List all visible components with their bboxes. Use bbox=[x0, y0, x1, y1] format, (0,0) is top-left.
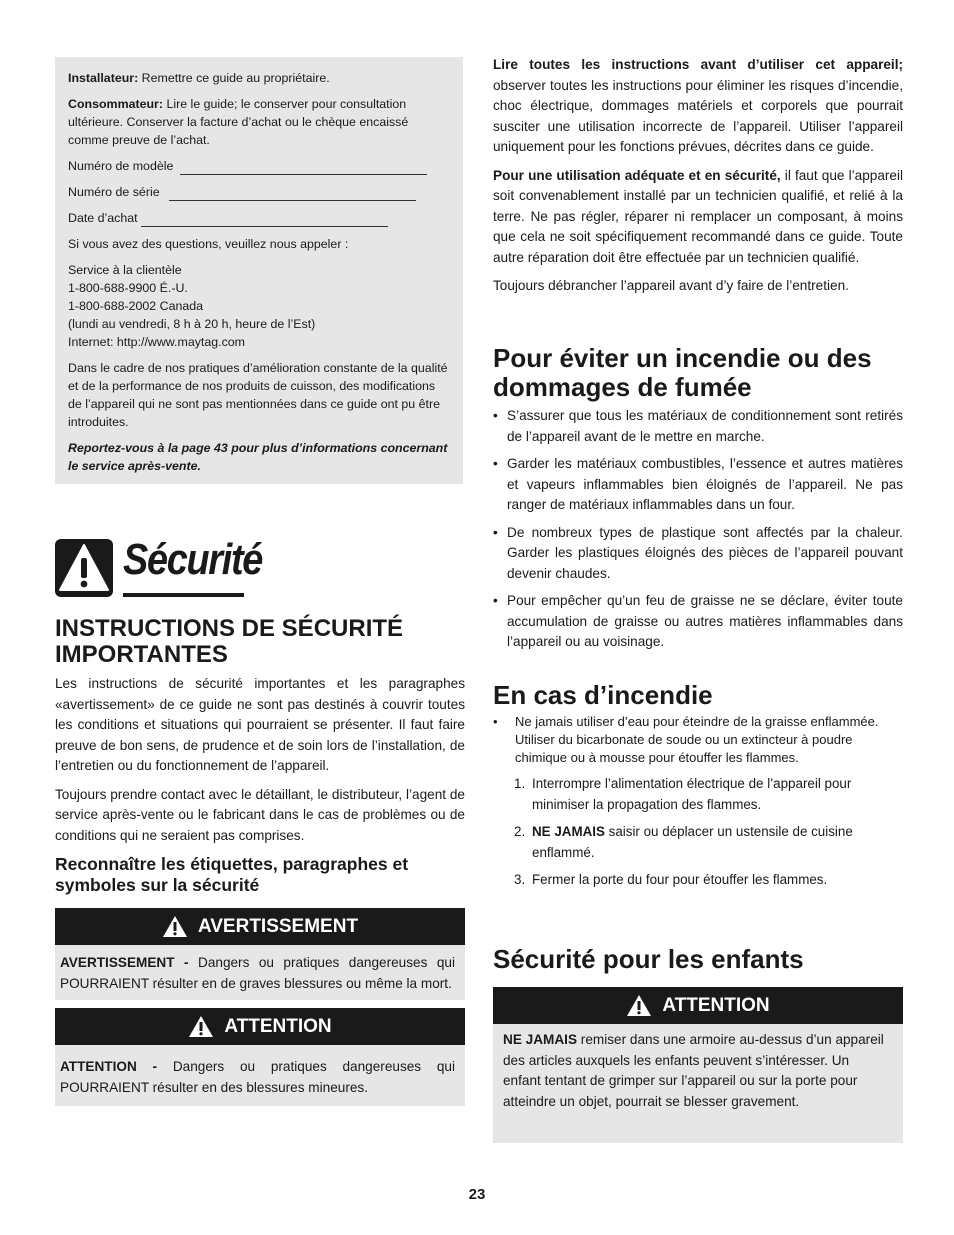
intro-instructions bbox=[493, 55, 903, 297]
proper-use-para: Pour une utilisation adéquate et en sécurité, il faut que l’appareil soit convenablement installé par un technicien qualifié, et relié à la terre. Ne pas régler, réparer ni remplacer un composant, à moins que cela ne soit spécifiquement recommandé dans ce guide. Toute autre réparation doit être effectuée par un technicien qualifié. bbox=[493, 167, 904, 265]
avertissement-text: AVERTISSEMENT - Dangers ou pratiques dangereuses qui POURRAIENT résulter en de graves blessures ou même la mort. bbox=[55, 945, 465, 1000]
serial-number-field[interactable]: Numéro de série bbox=[68, 183, 450, 201]
fire-steps-list bbox=[493, 774, 903, 891]
attention-text-left: ATTENTION - Dangers ou pratiques dangereuses qui POURRAIENT résulter en des blessures mineures. bbox=[55, 1045, 465, 1106]
attention-bar-left: ATTENTION bbox=[55, 1008, 465, 1045]
fire-heading: En cas d’incendie bbox=[493, 680, 713, 710]
service-contact: Service à la clientèle 1-800-688-9900 É.-U. 1-800-688-2002 Canada (lundi au vendredi, 8 h à 20 h, heure de l’Est) Internet: http://www.maytag.com bbox=[68, 263, 316, 349]
purchase-date-field[interactable]: Date d’achat bbox=[68, 209, 450, 227]
consumer-note: Consommateur: Lire le guide; le conserver pour consultation ultérieure. Conserver la facture d’achat ou le chèque encaissé comme preuve de l’achat. bbox=[68, 97, 409, 147]
model-number-field[interactable]: Numéro de modèle bbox=[68, 157, 450, 175]
fire-prevention-heading: Pour éviter un incendie ou des dommages de fumée bbox=[493, 343, 872, 402]
avertissement-bar: AVERTISSEMENT bbox=[55, 908, 465, 945]
list-item: 2. NE JAMAIS saisir ou déplacer un ustensile de cuisine enflammé. bbox=[514, 824, 853, 860]
questions-text: Si vous avez des questions, veuillez nous appeler : bbox=[68, 237, 349, 251]
fire-prevention-list bbox=[493, 406, 903, 653]
read-instructions-para: Lire toutes les instructions avant d’utiliser cet appareil; observer toutes les instructions pour éliminer les risques d’incendie, choc électrique, dommages matériels et corporels que pourrait susciter une utilisation incorrecte de l’appareil. Utiliser l’appareil uniquement pour les fonctions prévues, décrites dans ce guide. bbox=[493, 57, 903, 154]
attention-bar-right: ATTENTION bbox=[493, 987, 903, 1024]
attention-text-right: NE JAMAIS remiser dans une armoire au-dessus d’un appareil des articles auxquels les enfants peuvent s’intéresser. Un enfant tentant de grimper sur l’appareil ou sur la porte pour atteindre un objet, pourrait se blesser gravement. bbox=[493, 1024, 903, 1143]
children-safety-section bbox=[493, 945, 903, 974]
instructions-section bbox=[55, 616, 465, 896]
warning-icon bbox=[188, 1015, 214, 1038]
instructions-heading: INSTRUCTIONS DE SÉCURITÉ IMPORTANTES bbox=[55, 615, 404, 668]
avertissement-box bbox=[55, 908, 465, 1000]
instructions-para-2: Toujours prendre contact avec le détaillant, le distributeur, l’agent de service après-vente ou le fabricant dans le cas de problèmes ou de conditions qui ne seraient pas comprises. bbox=[55, 786, 465, 843]
list-item: • De nombreux types de plastique sont affectés par la chaleur. Garder les plastiques éloignés des pièces de l’appareil pouvant devenir chaudes. bbox=[493, 523, 903, 585]
attention-box-left bbox=[55, 1008, 465, 1106]
labels-subheading: Reconnaître les étiquettes, paragraphes et symboles sur la sécurité bbox=[55, 854, 409, 895]
list-item: • Ne jamais utiliser d’eau pour éteindre de la graisse enflammée. Utiliser du bicarbonate de soude ou un extincteur à poudre chimique ou à mousse pour étouffer les flammes. bbox=[493, 713, 903, 767]
page-number: 23 bbox=[468, 1186, 486, 1203]
securite-header bbox=[55, 535, 263, 600]
in-case-of-fire-section bbox=[493, 681, 903, 898]
list-item: • S’assurer que tous les matériaux de conditionnement sont retirés de l’appareil avant de le mettre en marche. bbox=[493, 406, 903, 447]
list-item: 3. Fermer la porte du four pour étouffer les flammes. bbox=[514, 872, 828, 887]
securite-underline bbox=[123, 593, 244, 597]
instructions-para-1: Les instructions de sécurité importantes et les paragraphes «avertissement» de ce guide ne sont pas destinés à couvrir toutes les conditions et situations qui pourraient se présenter. Il faut faire preuve de bon sens, de prudence et de soin lors de l’installation, de l’entretien ou du fonctionnement de l’appareil. bbox=[55, 676, 465, 773]
installer-note: Installateur: Remettre ce guide au propriétaire. bbox=[68, 71, 330, 85]
attention-box-right bbox=[493, 987, 903, 1143]
list-item: • Pour empêcher qu’un feu de graisse ne se déclare, éviter toute accumulation de graisse ou autres matières inflammables dans l’appareil ou au voisinage. bbox=[493, 591, 903, 653]
list-item: 1. Interrompre l’alimentation électrique de l’appareil pour minimiser la propagation des flammes. bbox=[514, 776, 852, 812]
unplug-para: Toujours débrancher l’appareil avant d’y faire de l’entretien. bbox=[493, 278, 849, 293]
warning-triangle-icon bbox=[55, 539, 113, 597]
fire-prevention-section bbox=[493, 344, 903, 660]
improvement-note: Dans le cadre de nos pratiques d’amélioration constante de la qualité et de la performance de nos produits de cuisson, des modifications de l’appareil qui ne sont pas mentionnées dans ce guide ont pu être introduites. bbox=[68, 361, 448, 429]
warning-icon bbox=[626, 994, 652, 1017]
list-item: • Garder les matériaux combustibles, l’essence et autres matières et vapeurs inflammables bien éloignés de l’appareil. Ne pas ranger de matériaux inflammables dans un four. bbox=[493, 454, 903, 516]
owner-info-box bbox=[55, 57, 463, 484]
children-heading: Sécurité pour les enfants bbox=[493, 944, 804, 974]
securite-title: Sécurité bbox=[123, 535, 263, 584]
service-reference: Reportez-vous à la page 43 pour plus d’informations concernant le service après-vente. bbox=[68, 441, 448, 473]
warning-icon bbox=[162, 915, 188, 938]
fire-bullet-list bbox=[493, 713, 903, 767]
